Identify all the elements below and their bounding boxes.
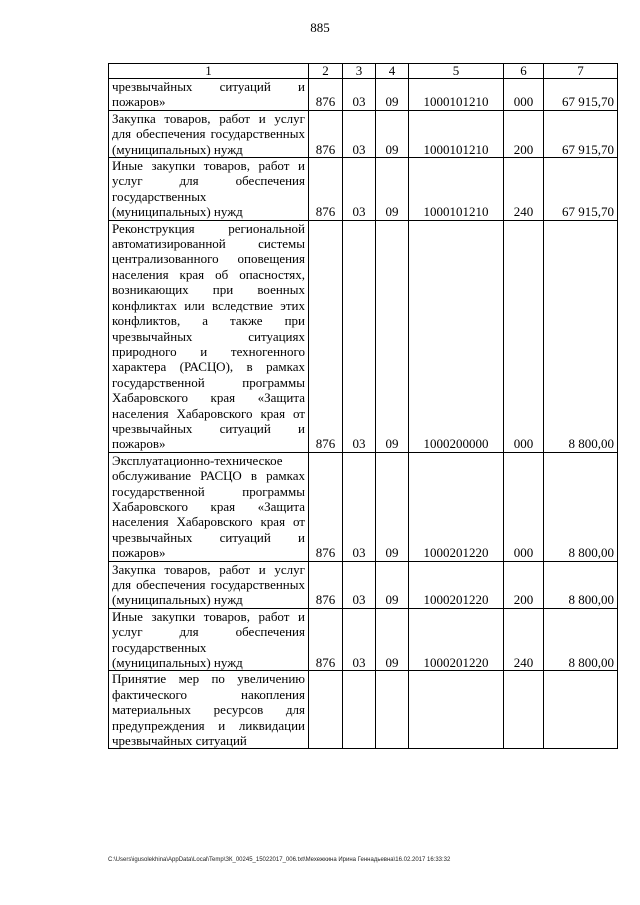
table-row	[109, 452, 618, 561]
description-cell: Эксплуатационно-техническое обслуживание РАСЦО в рамках государственной программы Хабаровского края «Защита населения Хабаровского края от чрезвычайных ситуаций и пожаров»	[109, 452, 309, 561]
expense-type-cell: 200	[504, 110, 544, 157]
amount-cell: 67 915,70	[544, 79, 618, 111]
column-header: 1	[109, 64, 309, 79]
section-cell: 03	[343, 158, 376, 221]
section-cell: 03	[343, 561, 376, 608]
amount-cell: 8 800,00	[544, 608, 618, 671]
code-cell: 876	[309, 220, 343, 452]
subsection-cell: 09	[376, 561, 409, 608]
section-cell: 03	[343, 220, 376, 452]
target-article-cell: 1000101210	[409, 110, 504, 157]
section-cell: 03	[343, 452, 376, 561]
column-header: 5	[409, 64, 504, 79]
table-row	[109, 158, 618, 221]
amount-cell: 8 800,00	[544, 561, 618, 608]
code-cell: 876	[309, 608, 343, 671]
column-header: 2	[309, 64, 343, 79]
expense-type-cell: 240	[504, 158, 544, 221]
column-header: 6	[504, 64, 544, 79]
column-header: 3	[343, 64, 376, 79]
amount-cell: 67 915,70	[544, 158, 618, 221]
code-cell: 876	[309, 561, 343, 608]
target-article-cell: 1000201220	[409, 452, 504, 561]
description-cell: Реконструкция региональной автоматизированной системы централизованного оповещения населения края об опасностях, возникающих при военных конфликтах или вследствие этих конфликтов, а также при чрезвычайных ситуациях природного и техногенного характера (РАСЦО), в рамках государственной программы Хабаровского края «Защита населения Хабаровского края от чрезвычайных ситуаций и пожаров»	[109, 220, 309, 452]
table-row	[109, 561, 618, 608]
file-path-footer: C:\Users\igusolekhina\AppData\Local\Temp\ЗК_00245_15022017_006.txt\Мехежкина Ирина Геннадьевна\16.02.2017 16:33:32	[108, 857, 451, 863]
expense-type-cell: 240	[504, 608, 544, 671]
subsection-cell: 09	[376, 220, 409, 452]
expense-type-cell	[504, 671, 544, 749]
description-cell: чрезвычайных ситуаций и пожаров»	[109, 79, 309, 111]
table-header-row	[109, 64, 618, 79]
target-article-cell: 1000101210	[409, 79, 504, 111]
description-cell: Иные закупки товаров, работ и услуг для обеспечения государственных (муниципальных) нужд	[109, 158, 309, 221]
section-cell: 03	[343, 110, 376, 157]
subsection-cell: 09	[376, 158, 409, 221]
subsection-cell: 09	[376, 110, 409, 157]
amount-cell: 8 800,00	[544, 452, 618, 561]
expense-type-cell: 200	[504, 561, 544, 608]
description-cell: Закупка товаров, работ и услуг для обеспечения государственных (муниципальных) нужд	[109, 561, 309, 608]
section-cell	[343, 671, 376, 749]
section-cell: 03	[343, 608, 376, 671]
code-cell: 876	[309, 158, 343, 221]
description-cell: Закупка товаров, работ и услуг для обеспечения государственных (муниципальных) нужд	[109, 110, 309, 157]
target-article-cell	[409, 671, 504, 749]
expense-type-cell: 000	[504, 220, 544, 452]
expense-type-cell: 000	[504, 452, 544, 561]
table-row	[109, 608, 618, 671]
table-row	[109, 79, 618, 111]
table-row	[109, 220, 618, 452]
subsection-cell: 09	[376, 608, 409, 671]
column-header: 4	[376, 64, 409, 79]
code-cell: 876	[309, 79, 343, 111]
subsection-cell: 09	[376, 452, 409, 561]
section-cell: 03	[343, 79, 376, 111]
code-cell	[309, 671, 343, 749]
amount-cell: 8 800,00	[544, 220, 618, 452]
target-article-cell: 1000201220	[409, 608, 504, 671]
target-article-cell: 1000201220	[409, 561, 504, 608]
target-article-cell: 1000200000	[409, 220, 504, 452]
description-cell: Принятие мер по увеличению фактического накопления материальных ресурсов для предупреждения и ликвидации чрезвычайных ситуаций	[109, 671, 309, 749]
page-number: 885	[310, 20, 330, 35]
code-cell: 876	[309, 452, 343, 561]
expense-type-cell: 000	[504, 79, 544, 111]
amount-cell: 67 915,70	[544, 110, 618, 157]
table-row	[109, 671, 618, 749]
code-cell: 876	[309, 110, 343, 157]
table-row	[109, 110, 618, 157]
subsection-cell: 09	[376, 79, 409, 111]
description-cell: Иные закупки товаров, работ и услуг для обеспечения государственных (муниципальных) нужд	[109, 608, 309, 671]
amount-cell	[544, 671, 618, 749]
column-header: 7	[544, 64, 618, 79]
target-article-cell: 1000101210	[409, 158, 504, 221]
subsection-cell	[376, 671, 409, 749]
budget-table	[108, 63, 618, 749]
